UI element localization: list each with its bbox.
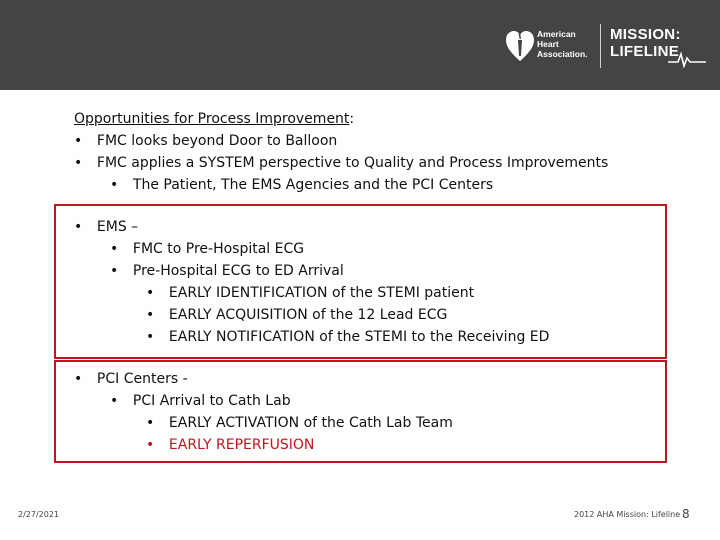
ems-subitem-text: EARLY IDENTIFICATION of the STEMI patient <box>168 285 475 301</box>
heading-colon: : <box>349 111 355 127</box>
ems-subitem-3 <box>146 326 549 348</box>
bullet-dot: • <box>74 219 83 235</box>
bullet-dot: • <box>110 393 119 409</box>
bullet-text: The Patient, The EMS Agencies and the PCI Centers <box>132 177 494 193</box>
ems-item-1 <box>110 238 304 260</box>
mission-logo-line-2: LIFELINE <box>610 43 680 60</box>
heading-text: Opportunities for Process Improvement <box>74 111 350 127</box>
pci-item-1 <box>110 390 291 412</box>
ekg-wave-icon <box>668 50 706 68</box>
ems-title-text: EMS – <box>96 219 139 235</box>
pci-subitem-2 <box>146 434 314 456</box>
ems-subitem-text: EARLY ACQUISITION of the 12 Lead ECG <box>168 307 448 323</box>
sub-bullet-item-1 <box>110 174 493 196</box>
bullet-text: FMC looks beyond Door to Balloon <box>96 133 338 149</box>
aha-heart-torch-icon <box>505 28 535 62</box>
bullet-item-2 <box>74 152 608 174</box>
footer-credit: 2012 AHA Mission: Lifeline <box>574 510 681 519</box>
footer-date: 2/27/2021 <box>18 510 60 519</box>
logo-divider <box>600 24 601 68</box>
ems-item-text: FMC to Pre-Hospital ECG <box>132 241 305 257</box>
pci-title <box>74 368 188 390</box>
heading-line <box>74 108 354 130</box>
ems-item-2 <box>110 260 344 282</box>
ems-title <box>74 216 138 238</box>
bullet-item-1 <box>74 130 337 152</box>
bullet-dot: • <box>146 415 155 431</box>
bullet-dot: • <box>146 285 155 301</box>
bullet-dot: • <box>146 307 155 323</box>
bullet-dot: • <box>146 437 155 453</box>
bullet-dot: • <box>74 133 83 149</box>
mission-logo-line-1: MISSION: <box>610 26 681 43</box>
bullet-dot: • <box>110 241 119 257</box>
reperfusion-highlight-text: EARLY REPERFUSION <box>168 437 315 453</box>
bullet-dot: • <box>110 177 119 193</box>
pci-item-text: PCI Arrival to Cath Lab <box>132 393 291 409</box>
bullet-dot: • <box>74 155 83 171</box>
bullet-dot: • <box>74 371 83 387</box>
slide-header <box>0 0 720 90</box>
aha-logo-line-2: Heart <box>537 39 559 49</box>
aha-logo-line-1: American <box>537 29 576 39</box>
aha-logo <box>505 26 603 66</box>
page-number: 8 <box>682 507 690 521</box>
ems-subitem-2 <box>146 304 447 326</box>
bullet-dot: • <box>110 263 119 279</box>
bullet-text: FMC applies a SYSTEM perspective to Quality and Process Improvements <box>96 155 609 171</box>
ems-subitem-1 <box>146 282 474 304</box>
ems-subitem-text: EARLY NOTIFICATION of the STEMI to the Receiving ED <box>168 329 550 345</box>
aha-logo-line-3: Association. <box>537 49 588 59</box>
mission-lifeline-logo <box>610 26 702 68</box>
pci-subitem-1 <box>146 412 453 434</box>
pci-subitem-text: EARLY ACTIVATION of the Cath Lab Team <box>168 415 453 431</box>
pci-title-text: PCI Centers - <box>96 371 188 387</box>
ems-item-text: Pre-Hospital ECG to ED Arrival <box>132 263 344 279</box>
bullet-dot: • <box>146 329 155 345</box>
